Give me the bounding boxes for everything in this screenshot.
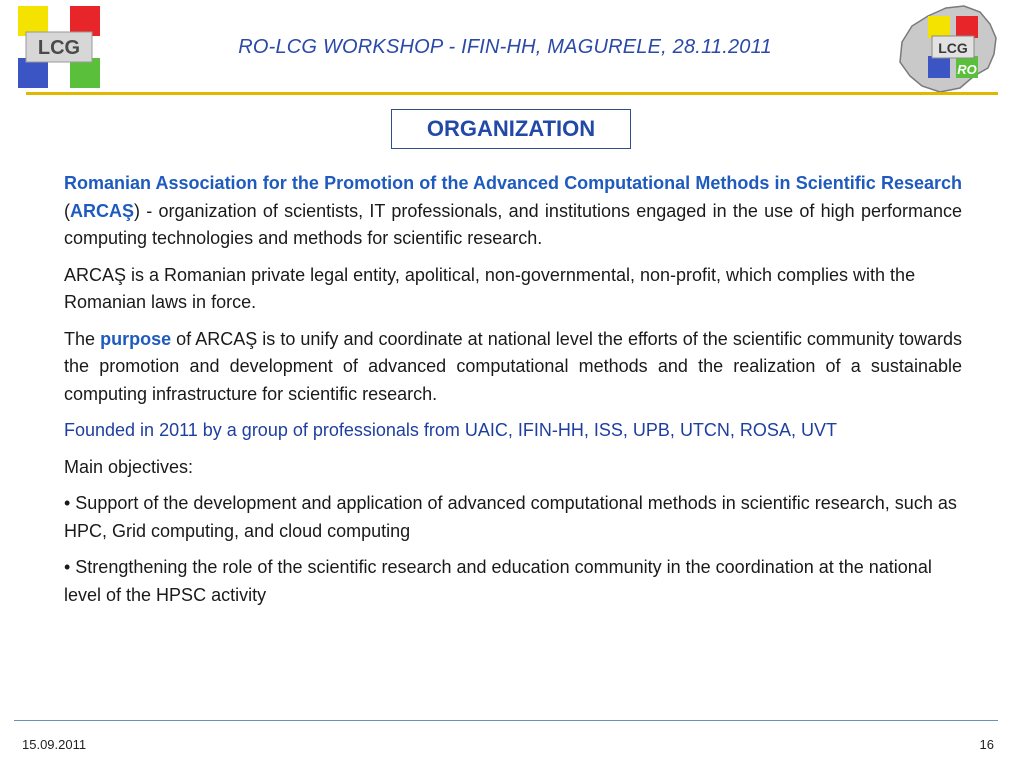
objective-bullet-2: • Strengthening the role of the scientific research and education community in the coordination at the national level of the HPSC activity bbox=[64, 557, 932, 605]
slide-body bbox=[64, 170, 962, 618]
lcg-logo-left bbox=[18, 6, 100, 88]
page-number: 16 bbox=[979, 737, 994, 752]
logo-blue-square bbox=[928, 56, 950, 78]
objective-bullet-1: • Support of the development and application of advanced computational methods in scientific research, such as HPC, Grid computing, and cloud computing bbox=[64, 493, 957, 541]
purpose-text: of ARCAŞ is to unify and coordinate at national level the efforts of the scientific community towards the promotion and development of advanced computational methods and the realization of a sustainable computing infrastructure for scientific research. bbox=[64, 328, 962, 404]
paragraph-legal-status: ARCAŞ is a Romanian private legal entity, apolitical, non-governmental, non-profit, which complies with the Romanian laws in force. bbox=[64, 264, 916, 312]
association-full-name: Romanian Association for the Promotion of the Advanced Computational Methods in Scientific Research bbox=[64, 173, 962, 193]
workshop-title: RO-LCG WORKSHOP - IFIN-HH, MAGURELE, 28.11.2011 bbox=[238, 36, 772, 58]
header-divider bbox=[26, 92, 998, 95]
paren-open: ( bbox=[64, 200, 70, 221]
paragraph-purpose bbox=[64, 326, 962, 409]
arcas-acronym: ARCAŞ bbox=[70, 200, 135, 221]
purpose-lead: The bbox=[64, 328, 101, 349]
section-title-box: ORGANIZATION bbox=[391, 109, 631, 149]
lcg-ro-logo-right bbox=[890, 2, 1002, 96]
logo-right-text: LCG bbox=[938, 40, 968, 56]
paragraph-arcas-definition bbox=[64, 170, 962, 253]
footer-date: 15.09.2011 bbox=[22, 737, 87, 752]
logo-ro-badge: RO bbox=[957, 62, 977, 77]
paragraph-founders: Founded in 2011 by a group of professionals from UAIC, IFIN-HH, ISS, UPB, UTCN, ROSA, UVT bbox=[64, 420, 837, 440]
slide-header bbox=[0, 0, 1024, 100]
purpose-keyword: purpose bbox=[100, 328, 172, 349]
logo-yellow-square bbox=[928, 16, 950, 38]
objectives-heading: Main objectives: bbox=[64, 456, 194, 477]
logo-left-text: LCG bbox=[37, 37, 81, 59]
footer-divider bbox=[14, 720, 998, 721]
paren-close: ) bbox=[134, 200, 141, 221]
definition-text: - organization of scientists, IT professionals, and institutions engaged in the use of high performance computing technologies and methods for scientific research. bbox=[64, 200, 962, 248]
logo-red-square bbox=[956, 16, 978, 38]
